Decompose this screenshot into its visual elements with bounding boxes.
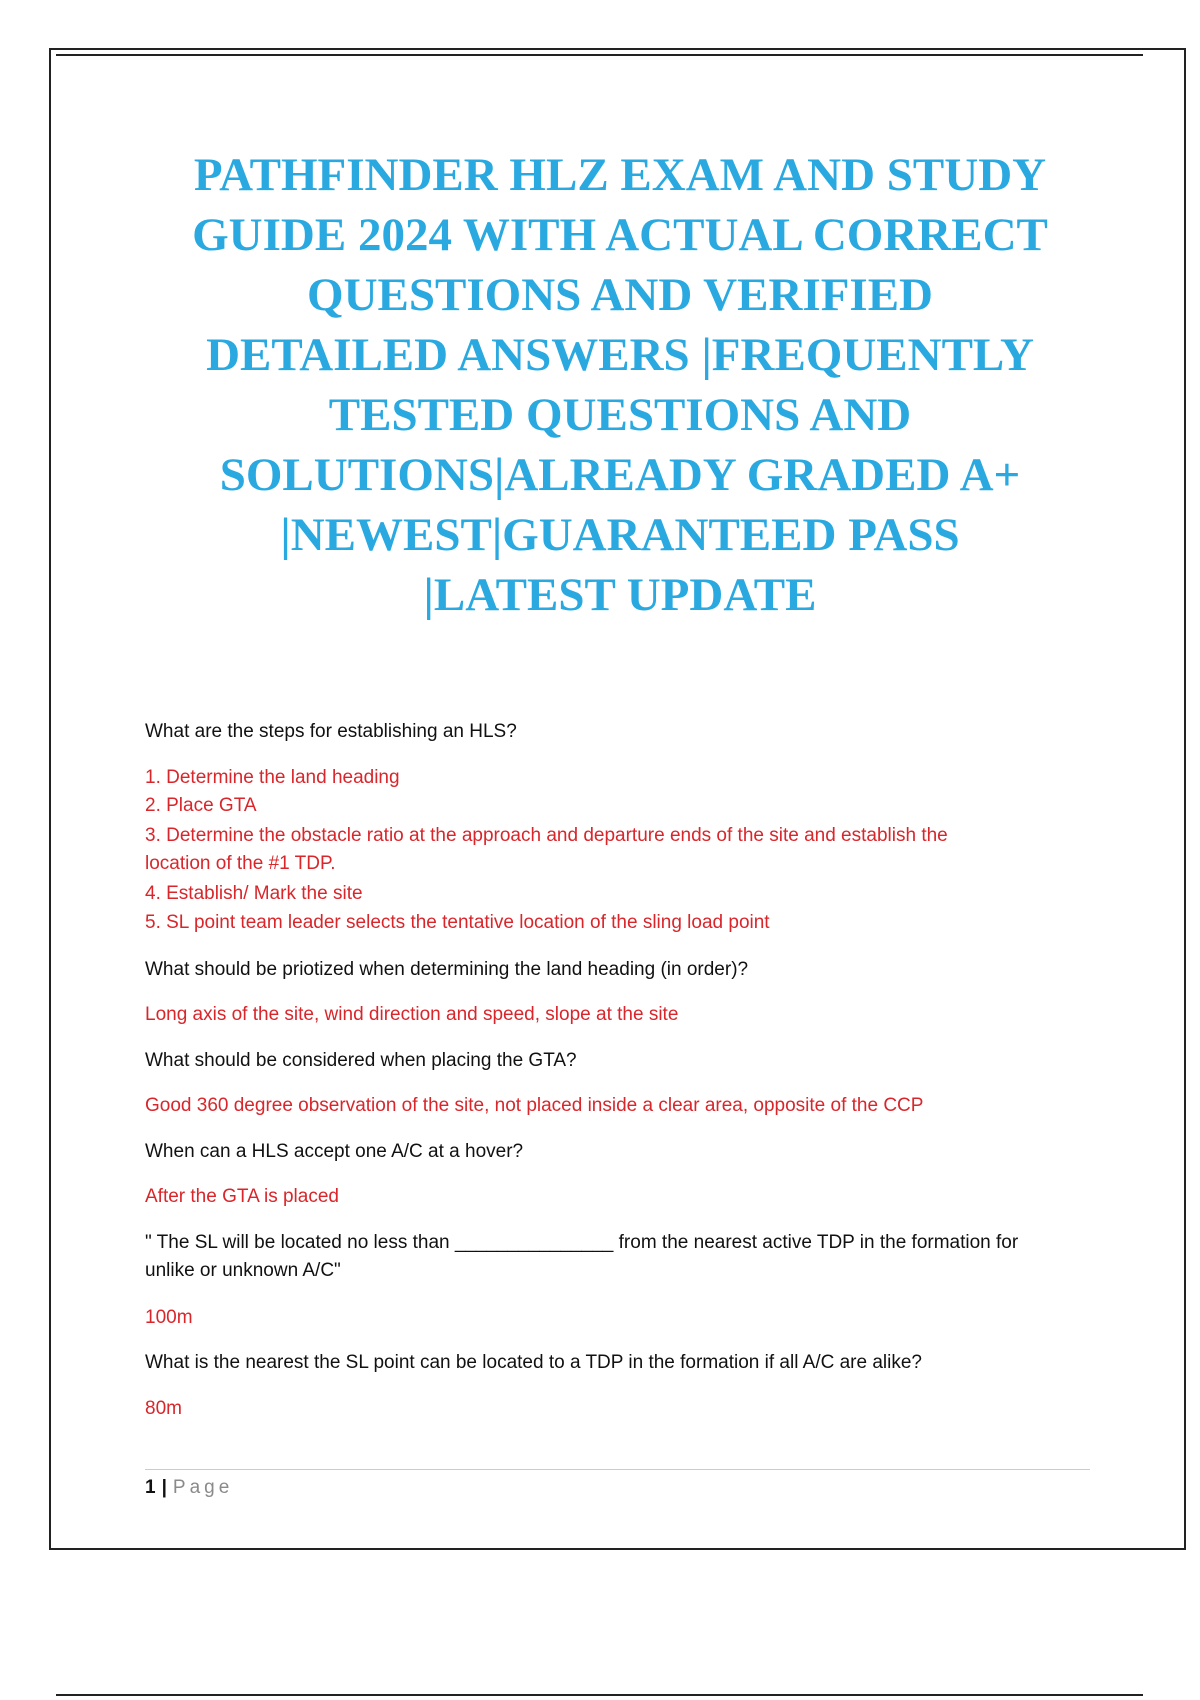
title-line: PATHFINDER HLZ EXAM AND STUDY bbox=[193, 149, 1047, 201]
bottom-rule bbox=[56, 1694, 1143, 1696]
answer-1-line-3: 3. Determine the obstacle ratio at the approach and departure ends of the site and establish the bbox=[145, 825, 948, 846]
title-line: DETAILED ANSWERS |FREQUENTLY bbox=[206, 329, 1034, 381]
answer-2: Long axis of the site, wind direction and speed, slope at the site bbox=[145, 1004, 679, 1025]
title-line: |LATEST UPDATE bbox=[423, 569, 817, 621]
title-line: QUESTIONS AND VERIFIED bbox=[307, 269, 933, 321]
document-title bbox=[100, 145, 1140, 625]
page-number: 1 bbox=[145, 1477, 156, 1498]
footer-separator: | bbox=[161, 1477, 167, 1498]
question-3: What should be considered when placing the GTA? bbox=[145, 1050, 577, 1071]
title-line: |NEWEST|GUARANTEED PASS bbox=[280, 509, 960, 561]
answer-1-line-1: 1. Determine the land heading bbox=[145, 767, 400, 788]
question-2: What should be priotized when determining the land heading (in order)? bbox=[145, 959, 749, 980]
question-1: What are the steps for establishing an HLS? bbox=[145, 721, 517, 742]
question-6: What is the nearest the SL point can be located to a TDP in the formation if all A/C are alike? bbox=[145, 1352, 922, 1373]
page-footer bbox=[145, 1474, 233, 1502]
answer-6: 80m bbox=[145, 1398, 182, 1419]
title-line: SOLUTIONS|ALREADY GRADED A+ bbox=[219, 449, 1021, 501]
answer-1-line-4: location of the #1 TDP. bbox=[145, 853, 336, 874]
question-5-line-1: " The SL will be located no less than _______________ from the nearest active TDP in the formation for bbox=[145, 1232, 1019, 1253]
answer-1-line-6: 5. SL point team leader selects the tentative location of the sling load point bbox=[145, 912, 770, 933]
question-4: When can a HLS accept one A/C at a hover? bbox=[145, 1141, 524, 1162]
question-5-line-2: unlike or unknown A/C" bbox=[145, 1260, 341, 1281]
page-label: Page bbox=[172, 1477, 234, 1498]
answer-4: After the GTA is placed bbox=[145, 1186, 339, 1207]
title-line: GUIDE 2024 WITH ACTUAL CORRECT bbox=[192, 209, 1048, 261]
answer-1-line-2: 2. Place GTA bbox=[145, 795, 257, 816]
answer-3: Good 360 degree observation of the site, not placed inside a clear area, opposite of the CCP bbox=[145, 1095, 924, 1116]
answer-5: 100m bbox=[145, 1307, 193, 1328]
footer-rule bbox=[145, 1469, 1090, 1470]
answer-1-line-5: 4. Establish/ Mark the site bbox=[145, 883, 363, 904]
top-rule bbox=[56, 54, 1143, 56]
title-line: TESTED QUESTIONS AND bbox=[328, 389, 912, 441]
